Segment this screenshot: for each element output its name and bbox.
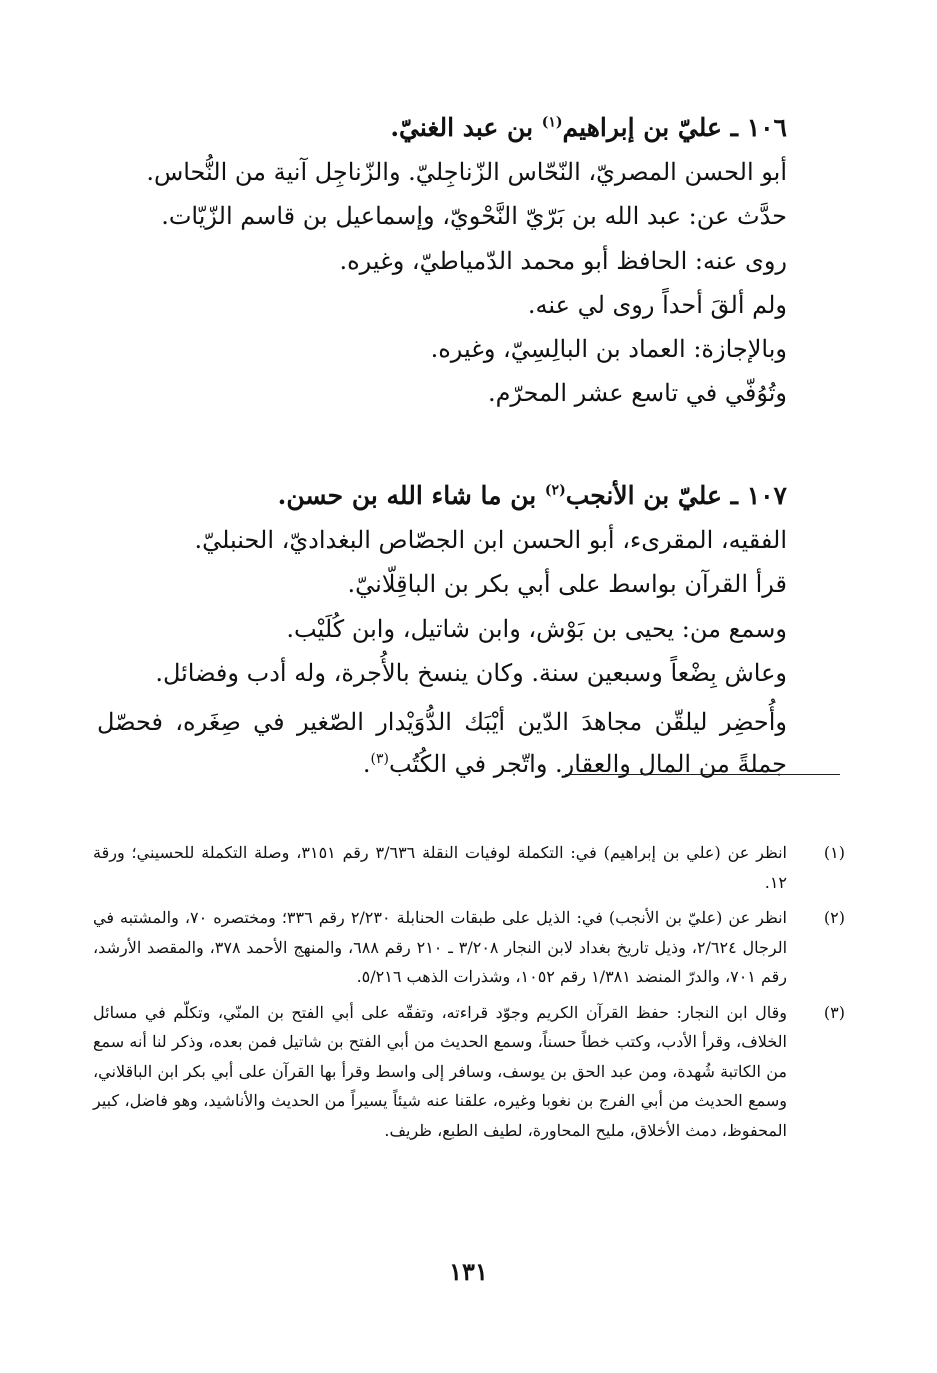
footnote-text: وقال ابن النجار: حفظ القرآن الكريم وجوّد قراءته، وتفقّه على أبي الفتح بن المنّي، وتكلّم في مسائل الخلاف، وقرأ الأدب، وكتب خطاً حسناً، وسمع الحديث من أبي الفتح بن شاتيل فمن بعده، وذكر لنا أنه سمع من الكاتبة شُهدة، ومن عبد الحق بن يوسف، وسافر إلى واسط وقرأ بها القرآن على أبي بكر ابن الباقلاني، وسمع الحديث من أبي الفرج بن نغوبا وغيره، علقنا عنه شيئاً يسيراً من الحديث والأناشيد، وهو فاضل، كبير المحفوظ، دمث الأخلاق، مليح المحاورة، لطيف الطبع، ظريف. xyxy=(93,1002,788,1140)
entry-106-line: حدَّث عن: عبد الله بن بَرّيّ النَّحْويّ، وإسماعيل بن قاسم الزّيّات. xyxy=(161,202,787,231)
entry-107 xyxy=(97,474,787,785)
entry-107-heading-rest: بن ما شاء الله بن حسن. xyxy=(277,481,545,510)
footnote-text: انظر عن (عليّ بن الأنجب) في: الذيل على طبقات الحنابلة ٢/٢٣٠ رقم ٣٣٦؛ ومختصره ٧٠، والمشتبه في الرجال ٢/٦٢٤، وذيل تاريخ بغداد لابن النجار ٣/٢٠٨ ـ ٢١٠ رقم ٦٨٨، والمنهج الأحمد ٣٧٨، والمقصد الأرشد، رقم ٧٠١، والدرّ المنضد ١/٣٨١ رقم ١٠٥٢، وشذرات الذهب ٥/٢١٦. xyxy=(93,908,788,986)
footnote-3 xyxy=(93,998,845,1146)
footnote-1 xyxy=(93,838,845,897)
entry-106-heading-rest: بن عبد الغنيّ. xyxy=(390,113,542,142)
entry-106-line: وبالإجازة: العماد بن البالِسِيّ، وغيره. xyxy=(430,335,787,364)
entry-107-heading xyxy=(97,474,787,518)
entry-106-line: ولم ألقَ أحداً روى لي عنه. xyxy=(527,290,787,319)
footnote-ref-3[interactable]: (٣) xyxy=(370,751,389,768)
entry-107-line: الفقيه، المقرىء، أبو الحسن ابن الجصّاص البغداديّ، الحنبليّ. xyxy=(194,526,787,554)
entry-106-line: وتُوُفّي في تاسع عشر المحرّم. xyxy=(487,379,787,408)
entry-107-line: وسمع من: يحيى بن بَوْش، وابن شاتيل، وابن كُلَيْب. xyxy=(286,614,787,643)
entry-107-line: قرأ القرآن بواسط على أبي بكر بن الباقِلّانيّ. xyxy=(347,570,787,599)
entry-106 xyxy=(97,106,787,416)
footnote-text: انظر عن (علي بن إبراهيم) في: التكملة لوفيات النقلة ٣/٦٣٦ رقم ٣١٥١، وصلة التكملة للحسيني؛ ورقة ١٢. xyxy=(93,843,787,892)
page-number: ١٣١ xyxy=(449,1257,488,1286)
entry-106-heading-text: ١٠٦ ـ عليّ بن إبراهيم xyxy=(562,113,787,142)
footnote-ref-1[interactable]: (١) xyxy=(541,114,563,131)
footnote-separator xyxy=(565,774,840,775)
entry-107-paragraph-end: . xyxy=(362,750,371,779)
entry-106-line: روى عنه: الحافظ أبو محمد الدّمياطيّ، وغيره. xyxy=(339,246,787,275)
footnote-2 xyxy=(93,903,845,992)
footnote-ref-2[interactable]: (٢) xyxy=(544,482,566,499)
footnote-number: (٢) xyxy=(823,908,845,927)
footnote-number: (٣) xyxy=(823,1002,845,1022)
entry-107-heading-text: ١٠٧ ـ عليّ بن الأنجب xyxy=(565,481,787,510)
entry-106-line: أبو الحسن المصريّ، النّحّاس الزّناجِليّ. والزّناجِل آنية من النُّحاس. xyxy=(146,158,787,186)
footnote-number: (١) xyxy=(823,843,845,862)
entry-107-paragraph-text: وأُحضِر ليلقّن مجاهدَ الدّين أيْبَك الدُّوَيْدار الصّغير في صِغَره، فحصّل جملةً من المال والعقار. واتّجر في الكُتُب xyxy=(97,708,787,779)
entry-107-paragraph xyxy=(97,701,787,785)
footnotes xyxy=(93,838,845,1151)
entry-106-heading xyxy=(97,106,787,150)
entry-107-line: وعاش بِضْعاً وسبعين سنة. وكان ينسخ بالأُجرة، وله أدب وفضائل. xyxy=(155,658,787,687)
